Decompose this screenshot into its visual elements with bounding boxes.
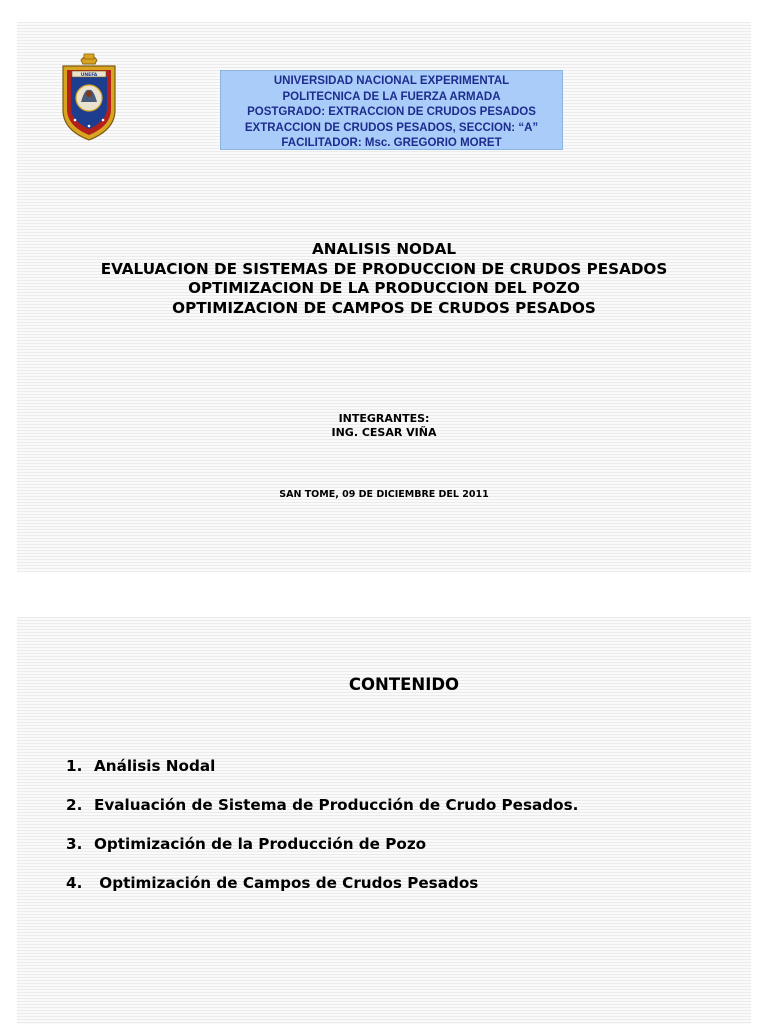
crest-banner-text: UNEFA <box>80 72 98 78</box>
contents-title: CONTENIDO <box>348 675 460 694</box>
list-item-text: Análisis Nodal <box>94 757 216 775</box>
list-item-text: Optimización de Campos de Crudos Pesados <box>94 874 479 892</box>
members-label: INTEGRANTES: <box>338 412 430 425</box>
list-item-number: 1. <box>66 757 83 775</box>
place-date: SAN TOME, 09 DE DICIEMBRE DEL 2011 <box>279 489 489 500</box>
presentation-title <box>17 240 751 318</box>
header-line-facilitator: FACILITADOR: Msc. GREGORIO MORET <box>281 137 502 149</box>
contents-list <box>66 757 578 913</box>
members-block <box>17 412 751 440</box>
university-header-box <box>220 70 563 150</box>
list-item-text: Evaluación de Sistema de Producción de Crudo Pesados. <box>94 796 579 814</box>
header-line-university: UNIVERSIDAD NACIONAL EXPERIMENTAL <box>273 75 510 87</box>
title-line: OPTIMIZACION DE LA PRODUCCION DEL POZO <box>188 279 580 297</box>
list-item-number: 4. <box>66 874 83 892</box>
header-line-program: POSTGRADO: EXTRACCION DE CRUDOS PESADOS <box>247 106 536 118</box>
list-item-number: 2. <box>66 796 83 814</box>
list-item <box>66 874 578 913</box>
list-item-number: 3. <box>66 835 83 853</box>
title-line: ANALISIS NODAL <box>311 240 457 258</box>
list-item <box>66 757 578 796</box>
university-crest-icon <box>59 50 119 144</box>
cover-slide <box>17 22 751 572</box>
list-item-text: Optimización de la Producción de Pozo <box>94 835 427 853</box>
header-line-section: EXTRACCION DE CRUDOS PESADOS, SECCION: “A” <box>244 121 539 134</box>
title-line: OPTIMIZACION DE CAMPOS DE CRUDOS PESADOS <box>172 298 596 317</box>
list-item <box>66 796 578 835</box>
header-line-institute: POLITECNICA DE LA FUERZA ARMADA <box>282 90 501 103</box>
contents-slide <box>17 617 751 1024</box>
member-name: ING. CESAR VIÑA <box>331 426 437 439</box>
list-item <box>66 835 578 874</box>
title-line: EVALUACION DE SISTEMAS DE PRODUCCION DE CRUDOS PESADOS <box>100 259 668 278</box>
